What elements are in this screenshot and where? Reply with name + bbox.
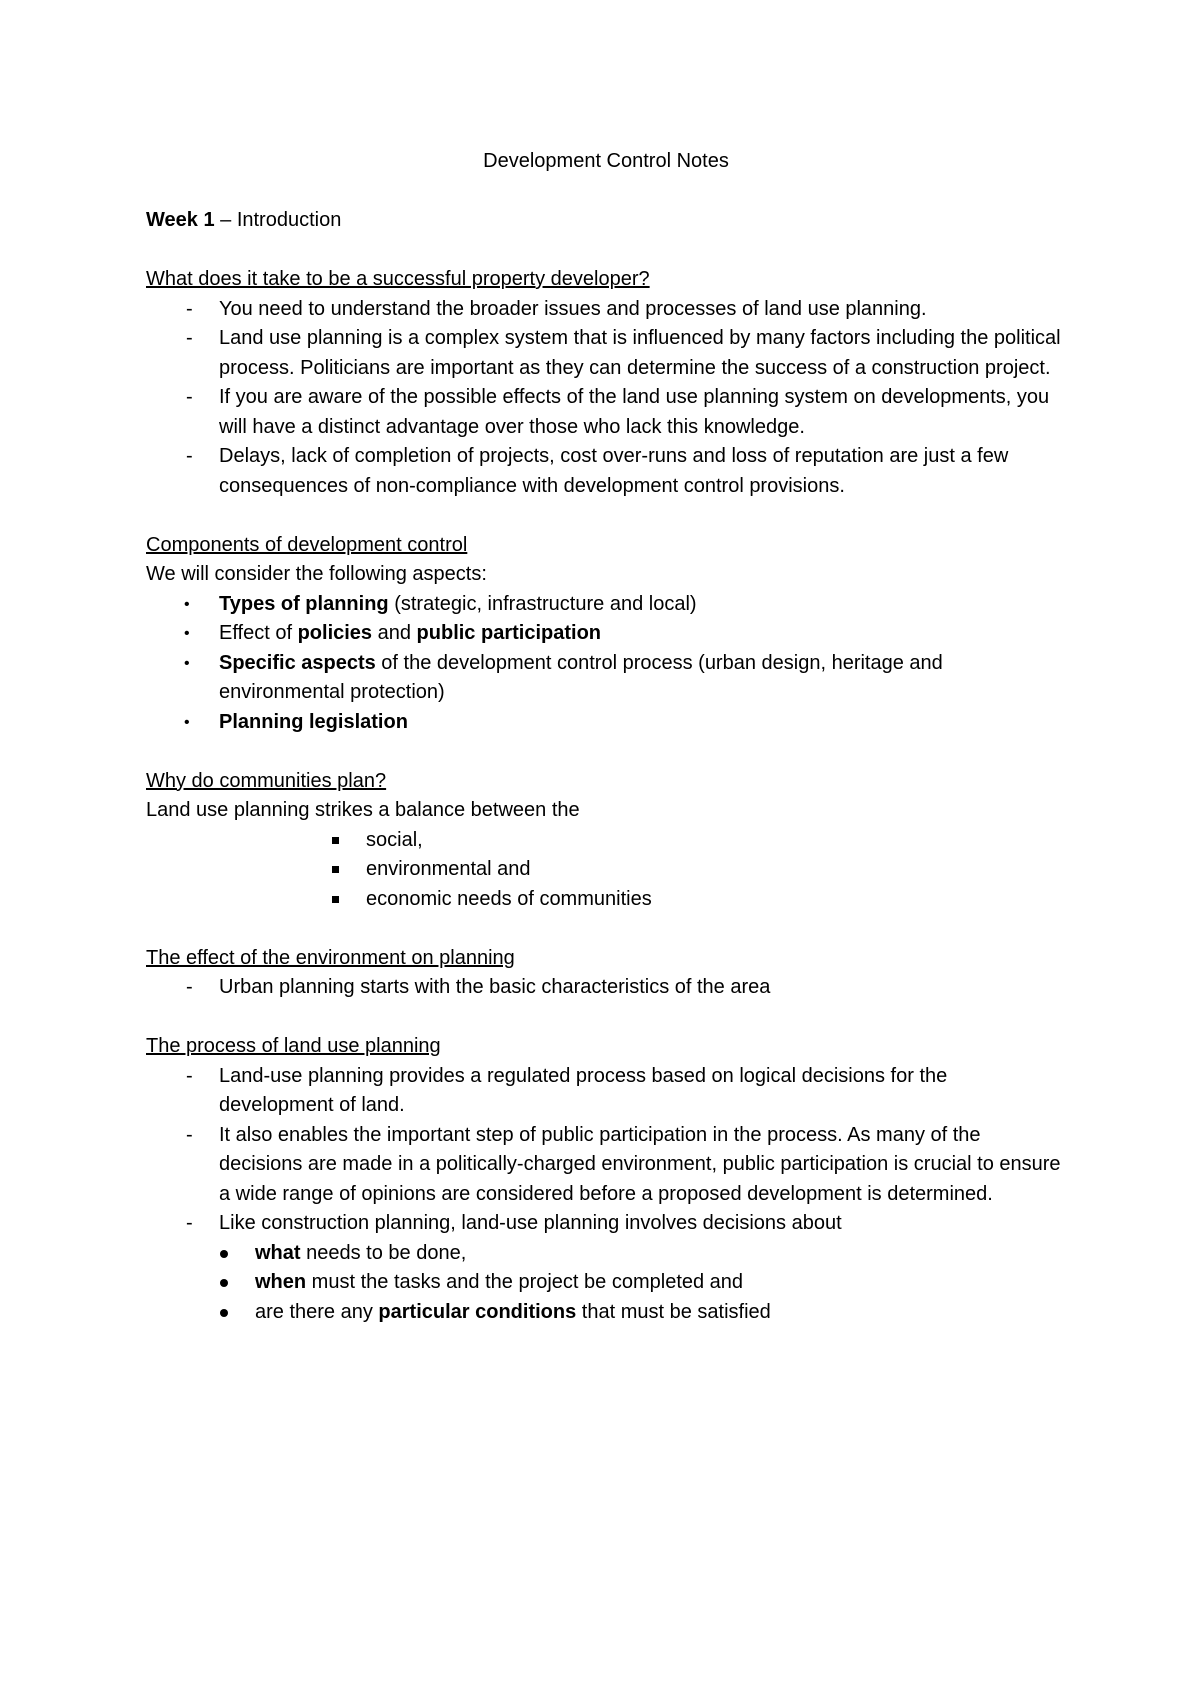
round-bullet-icon	[220, 1250, 228, 1258]
bold-term: when	[255, 1271, 307, 1293]
bold-term: particular conditions	[378, 1300, 577, 1323]
bold-term: Specific aspects	[219, 651, 376, 674]
dash-marker: -	[186, 445, 193, 467]
document-body	[146, 146, 1066, 1327]
section-heading-why-plan: Why do communities plan?	[146, 769, 387, 792]
list-item	[146, 383, 1066, 442]
list-item	[146, 1268, 1066, 1298]
bold-term: Planning legislation	[219, 710, 408, 733]
section-heading-developer: What does it take to be a successful property developer?	[146, 268, 650, 290]
process-list	[146, 1062, 1066, 1239]
list-item	[146, 324, 1066, 383]
list-item-text: social,	[366, 828, 423, 851]
dash-marker: -	[186, 297, 193, 320]
components-list	[146, 590, 1066, 738]
list-item	[146, 649, 1066, 708]
dash-marker: -	[186, 327, 193, 349]
list-item-text: and	[372, 622, 417, 644]
list-item	[146, 855, 1066, 885]
section-heading-process: The process of land use planning	[146, 1035, 441, 1057]
list-item	[146, 1298, 1066, 1328]
list-item	[146, 885, 1066, 915]
round-bullet-icon	[220, 1279, 228, 1287]
environment-list	[146, 973, 1066, 1003]
decisions-list	[146, 1239, 1066, 1328]
week-heading	[146, 206, 1066, 236]
list-item-text: If you are aware of the possible effects of the land use planning system on developments, you will have a distinct advantage over those who lack this knowledge.	[219, 386, 1050, 438]
round-bullet-icon	[220, 1309, 228, 1317]
developer-list	[146, 295, 1066, 502]
dash-marker: -	[186, 1064, 193, 1087]
list-item	[146, 1121, 1066, 1210]
list-item	[146, 708, 1066, 738]
list-item-text: It also enables the important step of public participation in the process. As many of the decisions are made in a politically-charged environment, public participation is crucial to ensure a wide range of opinions are considered before a proposed development is determined.	[219, 1123, 1061, 1205]
list-item	[146, 1239, 1066, 1269]
list-item-text: Land use planning is a complex system that is influenced by many factors including the political process. Politicians are important as they can determine the success of a construction project.	[219, 327, 1061, 379]
dash-marker: -	[186, 1212, 193, 1234]
list-item-text: needs to be done,	[300, 1241, 467, 1264]
list-item	[146, 973, 1066, 1003]
square-bullet-icon	[332, 866, 339, 873]
list-item-text: economic needs of communities	[366, 887, 652, 910]
list-item	[146, 826, 1066, 856]
why-plan-intro: Land use planning strikes a balance between the	[146, 799, 580, 821]
bullet-icon: •	[184, 595, 190, 613]
list-item	[146, 295, 1066, 325]
bold-term: Types of planning	[219, 592, 389, 615]
list-item	[146, 1062, 1066, 1121]
bold-term: what	[255, 1241, 301, 1264]
needs-list	[146, 826, 1066, 915]
bullet-icon: •	[184, 625, 190, 642]
list-item-text: of the development control process (urban design, heritage and environmental protection)	[219, 651, 943, 703]
list-item	[146, 619, 1066, 649]
bullet-icon: •	[184, 713, 190, 731]
square-bullet-icon	[332, 896, 339, 903]
dash-marker: -	[186, 976, 193, 998]
list-item-text: (strategic, infrastructure and local)	[388, 592, 697, 615]
section-heading-environment: The effect of the environment on planning	[146, 946, 515, 969]
week-number: Week 1	[146, 209, 215, 231]
document-title: Development Control Notes	[483, 150, 729, 172]
list-item-text: Delays, lack of completion of projects, cost over-runs and loss of reputation are just a few consequences of non-compliance with development control provisions.	[219, 445, 1009, 497]
bold-term: public participation	[416, 622, 601, 644]
components-intro: We will consider the following aspects:	[146, 563, 487, 585]
list-item-text: environmental and	[366, 858, 531, 880]
list-item-text: Effect of	[219, 622, 298, 644]
list-item-text: You need to understand the broader issues and processes of land use planning.	[219, 297, 927, 320]
square-bullet-icon	[332, 837, 339, 844]
list-item	[146, 1209, 1066, 1239]
list-item	[146, 442, 1066, 501]
dash-marker: -	[186, 386, 193, 408]
list-item-text: that must be satisfied	[576, 1300, 771, 1323]
list-item-text: are there any	[255, 1300, 379, 1323]
list-item-text: Like construction planning, land-use planning involves decisions about	[219, 1212, 842, 1234]
list-item-text: Urban planning starts with the basic characteristics of the area	[219, 976, 771, 998]
section-heading-components: Components of development control	[146, 533, 468, 556]
week-topic: – Introduction	[214, 209, 342, 231]
bullet-icon: •	[184, 654, 190, 672]
dash-marker: -	[186, 1123, 193, 1146]
list-item	[146, 590, 1066, 620]
list-item-text: Land-use planning provides a regulated process based on logical decisions for the development of land.	[219, 1064, 948, 1116]
list-item-text: must the tasks and the project be completed and	[306, 1271, 744, 1293]
bold-term: policies	[297, 622, 373, 644]
